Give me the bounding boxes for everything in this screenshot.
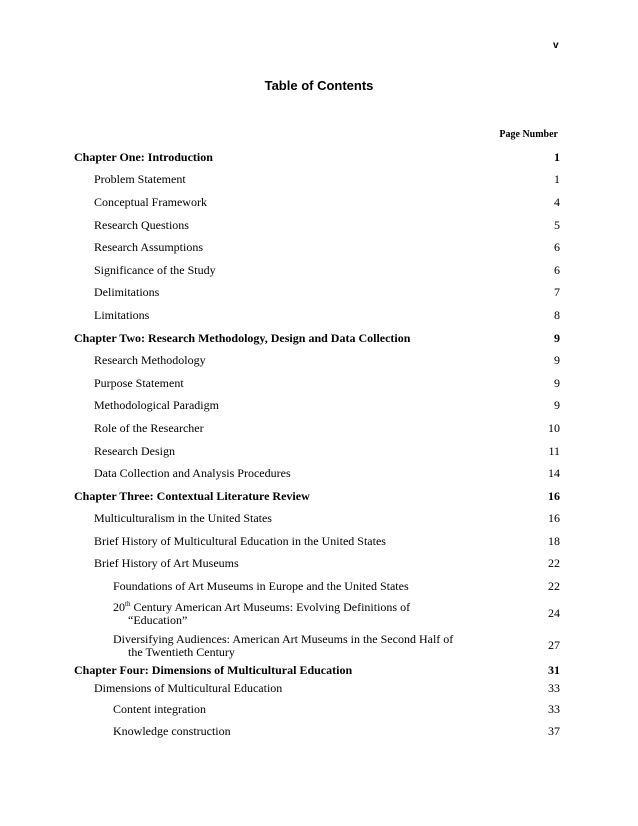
toc-chapter-1[interactable] [74,146,560,169]
toc-subentry[interactable] [74,630,560,662]
toc-entry-page: 22 [548,556,560,571]
toc-entry[interactable] [74,462,560,485]
toc-entry-page: 33 [548,701,560,716]
toc-entry-title: Delimitations [94,285,160,300]
toc-entry-title: Significance of the Study [94,262,216,277]
toc-entry[interactable] [74,304,560,327]
toc-entry[interactable] [74,680,560,698]
toc-entry[interactable] [74,259,560,282]
table-of-contents [74,146,560,743]
toc-entry-title: Dimensions of Multicultural Education [94,681,283,696]
toc-entry-title: Knowledge construction [113,724,231,739]
toc-entry-page: 5 [554,217,560,232]
toc-entry[interactable] [74,282,560,305]
toc-entry-title: Research Assumptions [94,240,203,255]
toc-entry-page: 9 [554,398,560,413]
toc-entry-title: Chapter One: Introduction [74,149,213,164]
toc-entry[interactable] [74,169,560,192]
toc-entry-title: Role of the Researcher [94,420,204,435]
toc-entry-title: Problem Statement [94,172,186,187]
toc-entry-title: Chapter Three: Contextual Literature Review [74,488,310,503]
toc-entry-title: Data Collection and Analysis Procedures [94,466,291,481]
toc-entry-title: Methodological Paradigm [94,398,219,413]
toc-entry-page: 14 [548,466,560,481]
toc-entry-title: Research Methodology [94,353,206,368]
toc-entry-title-continuation: the Twentieth Century [128,644,235,659]
toc-entry-page: 7 [554,285,560,300]
toc-entry-page: 8 [554,307,560,322]
toc-entry-page: 9 [554,330,560,345]
toc-entry[interactable] [74,214,560,237]
ordinal-suffix: th [125,599,131,608]
toc-entry[interactable] [74,191,560,214]
toc-entry-page: 1 [554,172,560,187]
toc-entry-page: 11 [548,443,560,458]
toc-chapter-3[interactable] [74,485,560,508]
toc-chapter-2[interactable] [74,327,560,350]
toc-entry-title: Research Questions [94,217,189,232]
toc-subentry[interactable] [74,598,560,630]
toc-entry-page: 9 [554,353,560,368]
toc-entry-title-continuation: “Education” [128,612,188,627]
roman-page-number: v [553,40,559,51]
toc-entry-page: 18 [548,533,560,548]
toc-entry-page: 37 [548,724,560,739]
toc-entry-page: 6 [554,262,560,277]
toc-subentry[interactable] [74,698,560,721]
toc-entry-title: Research Design [94,443,175,458]
toc-entry-page: 24 [548,606,560,621]
toc-entry[interactable] [74,440,560,463]
page-number-column-header: Page Number [499,129,558,140]
toc-entry-page: 22 [548,579,560,594]
toc-entry[interactable] [74,508,560,531]
toc-entry[interactable] [74,236,560,259]
toc-entry-title: Content integration [113,701,206,716]
toc-entry[interactable] [74,530,560,553]
toc-entry-title [74,601,520,627]
toc-entry[interactable] [74,553,560,576]
toc-entry-title-main: Diversifying Audiences: American Art Museums in the Second Half of [113,631,454,646]
page-title: Table of Contents [264,78,374,93]
toc-entry-title: Multiculturalism in the United States [94,511,272,526]
toc-entry-page: 16 [548,488,560,503]
toc-chapter-4[interactable] [74,662,560,680]
toc-entry[interactable] [74,395,560,418]
toc-entry-title: Brief History of Art Museums [94,556,239,571]
toc-entry-title-rest: Century American Art Museums: Evolving Definitions of [130,599,411,614]
toc-entry-title-prefix: 20 [113,599,125,614]
toc-entry-page: 9 [554,375,560,390]
toc-entry-page: 31 [548,663,560,678]
toc-entry-page: 16 [548,511,560,526]
toc-entry[interactable] [74,372,560,395]
toc-entry-title: Foundations of Art Museums in Europe and the United States [113,579,409,594]
toc-entry-title: Purpose Statement [94,375,184,390]
toc-entry-title: Chapter Four: Dimensions of Multicultural Education [74,663,353,678]
toc-entry-title [74,633,520,659]
toc-entry-title: Brief History of Multicultural Education in the United States [94,533,386,548]
toc-entry-title: Chapter Two: Research Methodology, Design and Data Collection [74,330,411,345]
toc-entry-page: 27 [548,638,560,653]
toc-entry-page: 10 [548,420,560,435]
toc-entry[interactable] [74,417,560,440]
toc-entry-title: Limitations [94,307,150,322]
toc-entry-page: 4 [554,194,560,209]
toc-subentry[interactable] [74,575,560,598]
toc-entry-page: 6 [554,240,560,255]
toc-entry-page: 33 [548,681,560,696]
toc-entry-page: 1 [554,149,560,164]
toc-entry-title: Conceptual Framework [94,194,207,209]
toc-entry[interactable] [74,349,560,372]
toc-subentry[interactable] [74,720,560,743]
